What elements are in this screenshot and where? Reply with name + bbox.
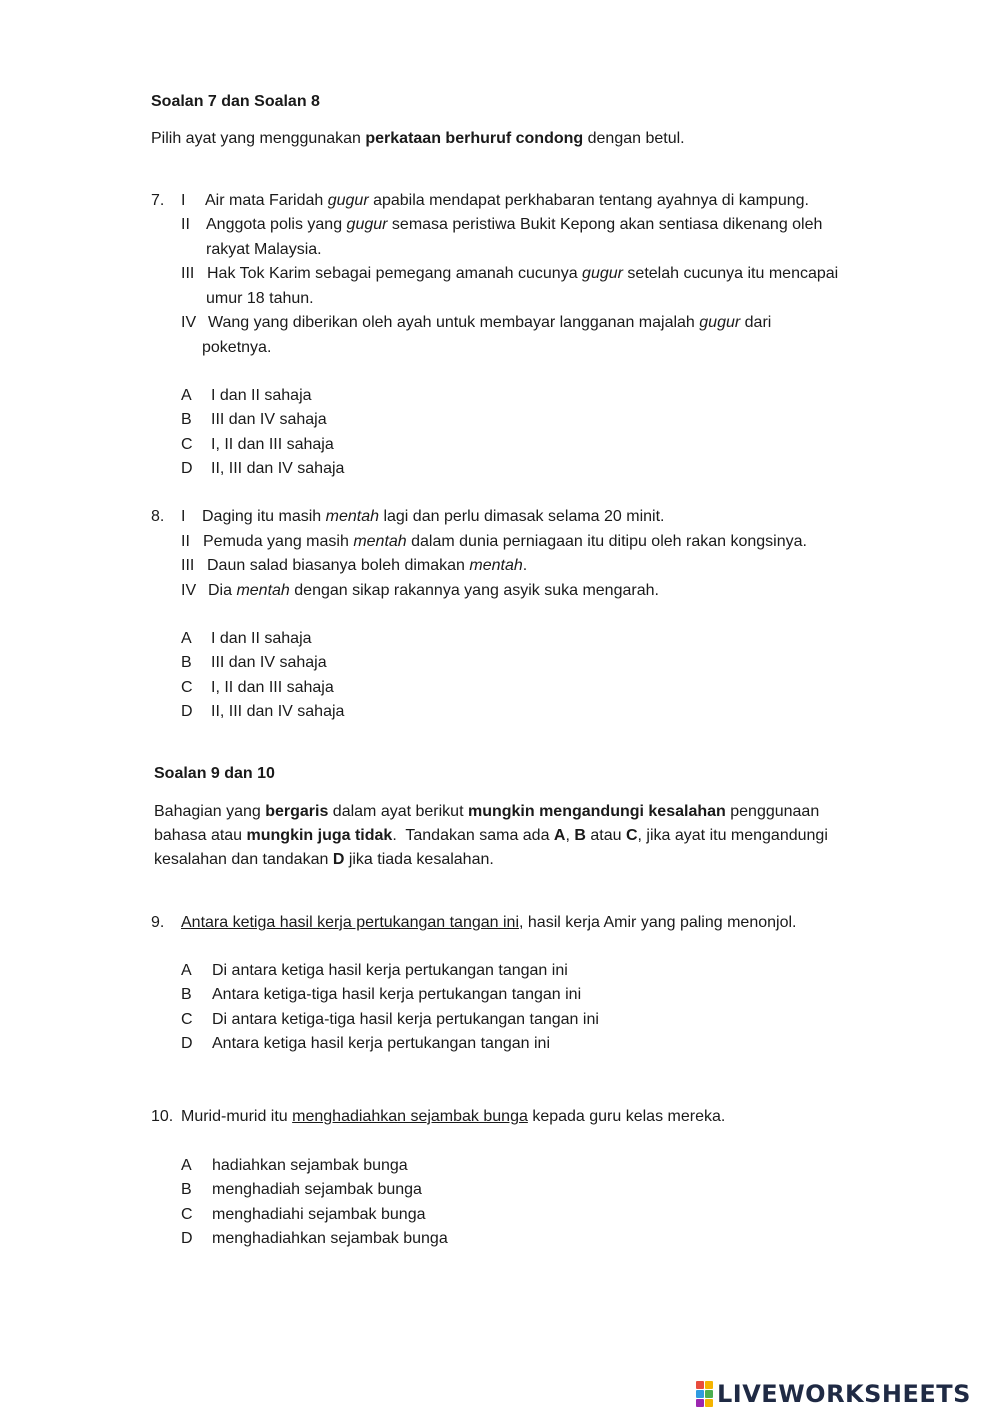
q7-option-d[interactable]: D II, III dan IV sahaja	[181, 460, 345, 477]
section-title-9-10: Soalan 9 dan 10	[154, 765, 275, 782]
q7-option-c[interactable]: C I, II dan III sahaja	[181, 436, 334, 453]
question-number-9: 9.	[151, 914, 165, 931]
q8-statement-3: III Daun salad biasanya boleh dimakan mentah.	[181, 557, 528, 574]
q7-statement-1: I Air mata Faridah gugur apabila mendapat perkhabaran tentang ayahnya di kampung.	[181, 192, 809, 209]
q7-option-a[interactable]: A I dan II sahaja	[181, 387, 312, 404]
q8-statement-4: IV Dia mentah dengan sikap rakannya yang asyik suka mengarah.	[181, 582, 659, 599]
instruction-9-10-line-3: kesalahan dan tandakan D jika tiada kesalahan.	[154, 851, 494, 868]
q9-option-b[interactable]: B Antara ketiga-tiga hasil kerja pertukangan tangan ini	[181, 986, 582, 1003]
liveworksheets-logo-text: LIVEWORKSHEETS	[717, 1380, 971, 1408]
q8-statement-2: II Pemuda yang masih mentah dalam dunia perniagaan itu ditipu oleh rakan kongsinya.	[181, 533, 807, 550]
q10-option-b[interactable]: B menghadiah sejambak bunga	[181, 1181, 422, 1198]
q7-option-b[interactable]: B III dan IV sahaja	[181, 411, 327, 428]
q9-option-c[interactable]: C Di antara ketiga-tiga hasil kerja pertukangan tangan ini	[181, 1011, 599, 1028]
instruction-7-8: Pilih ayat yang menggunakan perkataan berhuruf condong dengan betul.	[151, 130, 685, 147]
q7-statement-4: IV Wang yang diberikan oleh ayah untuk membayar langganan majalah gugur dari	[181, 314, 772, 331]
q10-option-a[interactable]: A hadiahkan sejambak bunga	[181, 1157, 408, 1174]
q10-underlined-part: menghadiahkan sejambak bunga	[292, 1108, 528, 1125]
q8-statement-1: I Daging itu masih mentah lagi dan perlu dimasak selama 20 minit.	[181, 508, 665, 525]
q7-statement-4-cont: poketnya.	[202, 339, 272, 356]
q9-option-d[interactable]: D Antara ketiga hasil kerja pertukangan tangan ini	[181, 1035, 550, 1052]
q10-option-d[interactable]: D menghadiahkan sejambak bunga	[181, 1230, 448, 1247]
liveworksheets-logo[interactable]	[696, 1378, 971, 1410]
q7-statement-3: III Hak Tok Karim sebagai pemegang amanah cucunya gugur setelah cucunya itu mencapai	[181, 265, 839, 282]
question-number-10: 10.	[151, 1108, 174, 1125]
section-title-7-8: Soalan 7 dan Soalan 8	[151, 93, 320, 110]
q9-underlined-part: Antara ketiga hasil kerja pertukangan tangan ini	[181, 914, 519, 931]
question-number-8: 8.	[151, 508, 165, 525]
q7-statement-3-cont: umur 18 tahun.	[206, 290, 314, 307]
q9-option-a[interactable]: A Di antara ketiga hasil kerja pertukangan tangan ini	[181, 962, 568, 979]
question-number-7: 7.	[151, 192, 165, 209]
q8-option-c[interactable]: C I, II dan III sahaja	[181, 679, 334, 696]
q9-sentence: Antara ketiga hasil kerja pertukangan tangan ini, hasil kerja Amir yang paling menonjol.	[181, 914, 797, 931]
instruction-9-10-line-2: bahasa atau mungkin juga tidak. Tandakan sama ada A, B atau C, jika ayat itu mengandungi	[154, 827, 828, 844]
q8-option-d[interactable]: D II, III dan IV sahaja	[181, 703, 345, 720]
q7-statement-2: II Anggota polis yang gugur semasa peristiwa Bukit Kepong akan sentiasa dikenang oleh	[181, 216, 823, 233]
q10-sentence: Murid-murid itu menghadiahkan sejambak bunga kepada guru kelas mereka.	[181, 1108, 726, 1125]
q7-statement-2-cont: rakyat Malaysia.	[206, 241, 322, 258]
q10-option-c[interactable]: C menghadiahi sejambak bunga	[181, 1206, 426, 1223]
q8-option-b[interactable]: B III dan IV sahaja	[181, 654, 327, 671]
q8-option-a[interactable]: A I dan II sahaja	[181, 630, 312, 647]
instruction-9-10-line-1: Bahagian yang bergaris dalam ayat berikut mungkin mengandungi kesalahan penggunaan	[154, 803, 820, 820]
liveworksheets-logo-icon	[696, 1381, 713, 1407]
